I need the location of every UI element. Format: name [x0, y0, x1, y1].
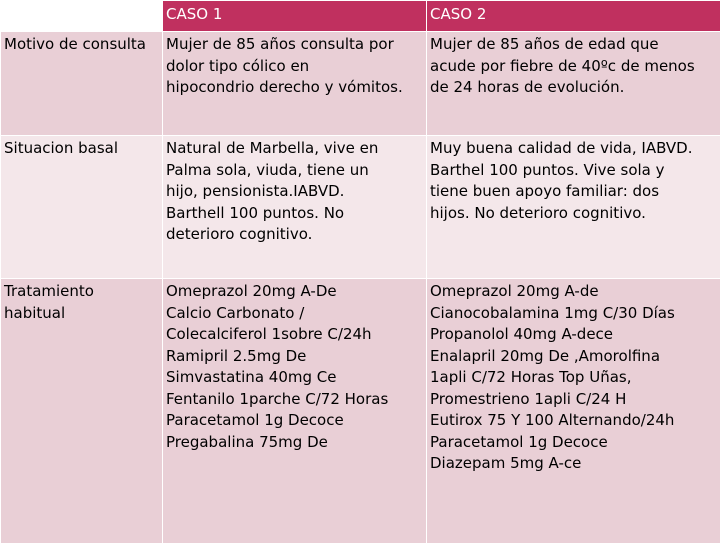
table-row-motivo [1, 32, 720, 136]
case-1-cell: Mujer de 85 años consulta por dolor tipo cólico en hipocondrio derecho y vómitos. [163, 32, 427, 136]
header-case-2: CASO 2 [427, 1, 720, 32]
case-2-cell: Mujer de 85 años de edad que acude por fiebre de 40ºc de menos de 24 horas de evolución. [427, 32, 720, 136]
case-1-cell: Omeprazol 20mg A-De Calcio Carbonato / Colecalciferol 1sobre C/24h Ramipril 2.5mg De Simvastatina 40mg Ce Fentanilo 1parche C/72 Horas Paracetamol 1g Decoce Pregabalina 75mg De [163, 279, 427, 544]
header-row [1, 1, 720, 32]
row-label: Motivo de consulta [1, 32, 163, 136]
header-case-1: CASO 1 [163, 1, 427, 32]
table-row-tratamiento [1, 279, 720, 544]
case-2-cell: Muy buena calidad de vida, IABVD. Barthel 100 puntos. Vive sola y tiene buen apoyo familiar: dos hijos. No deterioro cognitivo. [427, 136, 720, 279]
row-label: Tratamiento habitual [1, 279, 163, 544]
row-label: Situacion basal [1, 136, 163, 279]
table-row-situacion [1, 136, 720, 279]
case-1-cell: Natural de Marbella, vive en Palma sola, viuda, tiene un hijo, pensionista.IABVD. Barthell 100 puntos. No deterioro cognitivo. [163, 136, 427, 279]
case-2-cell: Omeprazol 20mg A-de Cianocobalamina 1mg C/30 Días Propanolol 40mg A-dece Enalapril 20mg De ,Amorolfina 1apli C/72 Horas Top Uñas, Promestrieno 1apli C/24 H Eutirox 75 Y 100 Alternando/24h Paracetamol 1g Decoce Diazepam 5mg A-ce [427, 279, 720, 544]
header-empty-cell [1, 1, 163, 32]
